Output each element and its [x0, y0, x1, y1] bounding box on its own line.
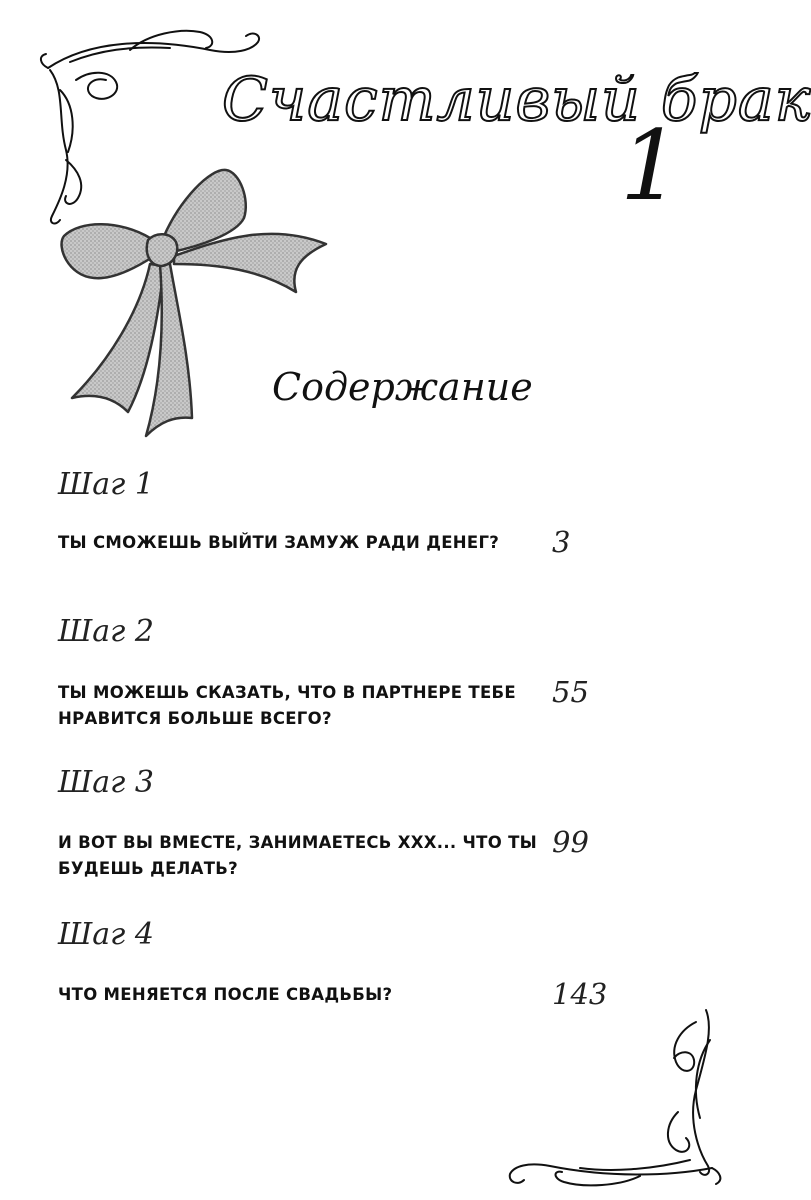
chapter-title: ТЫ СМОЖЕШЬ ВЫЙТИ ЗАМУЖ РАДИ ДЕНЕГ?	[58, 533, 500, 552]
page-number: 55	[552, 675, 589, 709]
page-number: 99	[552, 825, 589, 859]
chapter-title: И ВОТ ВЫ ВМЕСТЕ, ЗАНИМАЕТЕСЬ ХХХ... ЧТО ТЫ БУДЕШЬ ДЕЛАТЬ?	[58, 833, 538, 878]
book-title: Счастливый брак	[222, 65, 811, 135]
page-number: 3	[552, 525, 571, 559]
step-label: Шаг 2	[58, 614, 154, 649]
chapter-title: ТЫ МОЖЕШЬ СКАЗАТЬ, ЧТО В ПАРТНЕРЕ ТЕБЕ НРАВИТСЯ БОЛЬШЕ ВСЕГО?	[58, 683, 516, 728]
bottom-right-flourish	[500, 1000, 730, 1190]
volume-number: 1	[620, 110, 682, 222]
step-label: Шаг 4	[58, 917, 154, 952]
step-label: Шаг 1	[58, 467, 154, 502]
step-label: Шаг 3	[58, 765, 154, 800]
contents-heading: Содержание	[272, 365, 533, 409]
chapter-title: ЧТО МЕНЯЕТСЯ ПОСЛЕ СВАДЬБЫ?	[58, 985, 393, 1004]
page-number: 143	[552, 977, 608, 1011]
